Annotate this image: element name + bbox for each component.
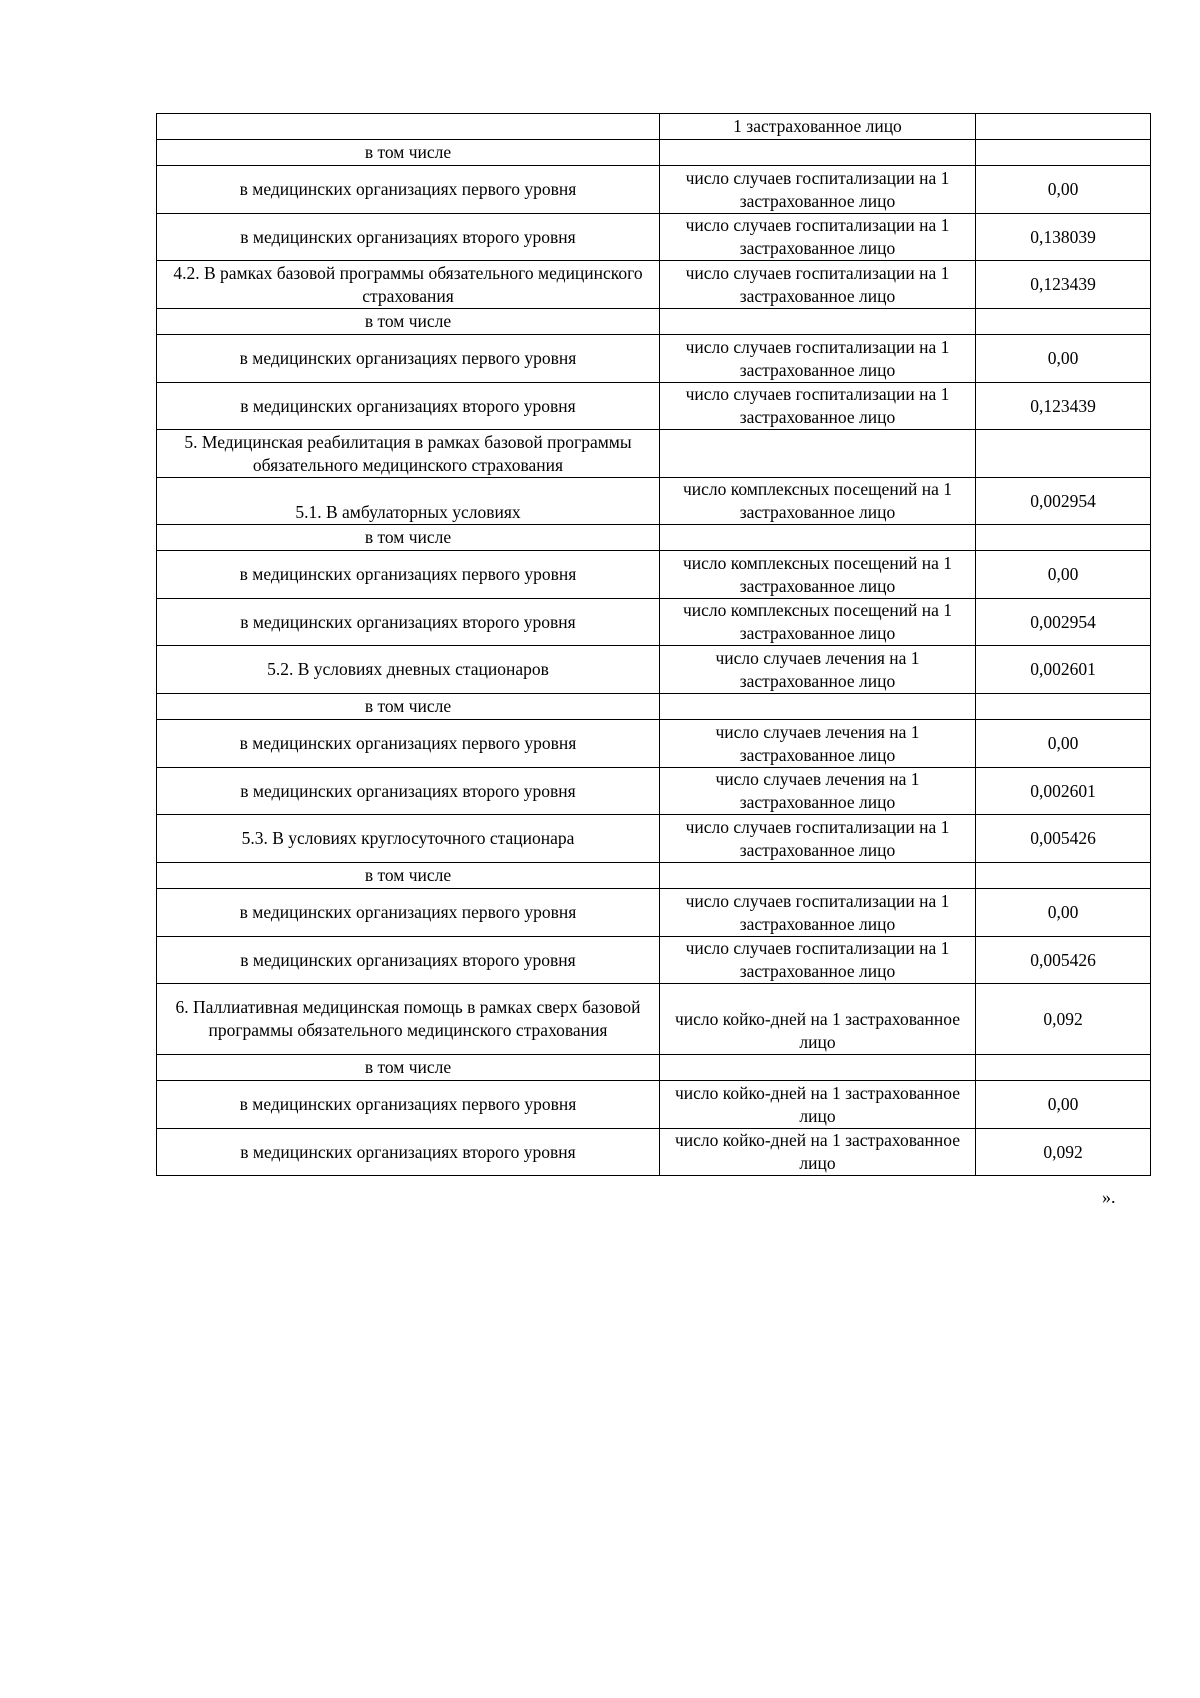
row-value-cell <box>976 140 1151 166</box>
row-name-cell: 6. Паллиативная медицинская помощь в рамках сверх базовой программы обязательного медицинского страхования <box>157 984 660 1055</box>
row-unit-cell <box>660 309 976 335</box>
row-unit-cell: 1 застрахованное лицо <box>660 114 976 140</box>
row-value-cell: 0,092 <box>976 984 1151 1055</box>
row-name-cell: в медицинских организациях первого уровня <box>157 1081 660 1129</box>
row-unit-cell <box>660 140 976 166</box>
table-row <box>157 984 1151 1055</box>
table-row <box>157 1129 1151 1176</box>
row-value-cell: 0,138039 <box>976 214 1151 261</box>
indicators-table-body <box>157 114 1151 1176</box>
row-name-cell: в медицинских организациях первого уровня <box>157 889 660 937</box>
row-value-cell <box>976 1055 1151 1081</box>
row-name-cell: 5. Медицинская реабилитация в рамках базовой программы обязательного медицинского страхования <box>157 430 660 478</box>
table-row <box>157 863 1151 889</box>
row-name-cell: в медицинских организациях второго уровня <box>157 214 660 261</box>
row-name-cell: в медицинских организациях второго уровня <box>157 599 660 646</box>
table-row <box>157 1055 1151 1081</box>
row-name-cell: в медицинских организациях второго уровня <box>157 1129 660 1176</box>
row-unit-cell: число случаев лечения на 1 застрахованное лицо <box>660 768 976 815</box>
row-value-cell: 0,00 <box>976 889 1151 937</box>
row-unit-cell: число случаев госпитализации на 1 застрахованное лицо <box>660 383 976 430</box>
row-value-cell: 0,123439 <box>976 383 1151 430</box>
row-unit-cell: число случаев госпитализации на 1 застрахованное лицо <box>660 335 976 383</box>
row-unit-cell: число комплексных посещений на 1 застрахованное лицо <box>660 599 976 646</box>
row-unit-cell: число комплексных посещений на 1 застрахованное лицо <box>660 551 976 599</box>
table-row <box>157 768 1151 815</box>
row-value-cell: 0,002954 <box>976 478 1151 525</box>
row-unit-cell: число комплексных посещений на 1 застрахованное лицо <box>660 478 976 525</box>
table-row <box>157 140 1151 166</box>
row-unit-cell: число койко-дней на 1 застрахованное лицо <box>660 1081 976 1129</box>
row-value-cell <box>976 694 1151 720</box>
row-name-cell: 5.1. В амбулаторных условиях <box>157 478 660 525</box>
row-unit-cell <box>660 525 976 551</box>
row-name-cell: 4.2. В рамках базовой программы обязательного медицинского страхования <box>157 261 660 309</box>
row-name-cell: в медицинских организациях первого уровня <box>157 720 660 768</box>
row-value-cell: 0,002601 <box>976 646 1151 694</box>
table-row <box>157 114 1151 140</box>
indicators-table <box>156 113 1151 1176</box>
table-row <box>157 335 1151 383</box>
row-unit-cell: число койко-дней на 1 застрахованное лицо <box>660 1129 976 1176</box>
row-name-cell: 5.2. В условиях дневных стационаров <box>157 646 660 694</box>
row-value-cell: 0,00 <box>976 335 1151 383</box>
row-name-cell: в медицинских организациях первого уровня <box>157 551 660 599</box>
table-row <box>157 720 1151 768</box>
row-value-cell <box>976 430 1151 478</box>
table-row <box>157 261 1151 309</box>
table-row <box>157 309 1151 335</box>
row-value-cell: 0,00 <box>976 551 1151 599</box>
row-unit-cell: число койко-дней на 1 застрахованное лицо <box>660 984 976 1055</box>
row-name-cell: в медицинских организациях второго уровня <box>157 383 660 430</box>
row-value-cell <box>976 114 1151 140</box>
row-unit-cell: число случаев госпитализации на 1 застрахованное лицо <box>660 214 976 261</box>
row-unit-cell: число случаев госпитализации на 1 застрахованное лицо <box>660 937 976 984</box>
row-unit-cell: число случаев госпитализации на 1 застрахованное лицо <box>660 261 976 309</box>
row-name-cell: в медицинских организациях первого уровня <box>157 335 660 383</box>
table-row <box>157 694 1151 720</box>
row-unit-cell: число случаев лечения на 1 застрахованное лицо <box>660 646 976 694</box>
row-value-cell <box>976 863 1151 889</box>
table-row <box>157 1081 1151 1129</box>
row-value-cell: 0,002601 <box>976 768 1151 815</box>
table-row <box>157 551 1151 599</box>
row-unit-cell <box>660 694 976 720</box>
row-name-cell: в том числе <box>157 694 660 720</box>
row-name-cell: в том числе <box>157 525 660 551</box>
row-name-cell: в том числе <box>157 309 660 335</box>
row-name-cell: в том числе <box>157 140 660 166</box>
closing-quote-mark: ». <box>1102 1187 1116 1207</box>
row-name-cell: в медицинских организациях первого уровня <box>157 166 660 214</box>
table-row <box>157 478 1151 525</box>
row-name-cell: в медицинских организациях второго уровня <box>157 937 660 984</box>
table-row <box>157 937 1151 984</box>
row-name-cell: в том числе <box>157 1055 660 1081</box>
table-row <box>157 214 1151 261</box>
row-value-cell <box>976 525 1151 551</box>
row-unit-cell <box>660 430 976 478</box>
row-value-cell: 0,005426 <box>976 815 1151 863</box>
table-row <box>157 525 1151 551</box>
row-unit-cell: число случаев лечения на 1 застрахованное лицо <box>660 720 976 768</box>
row-unit-cell: число случаев госпитализации на 1 застрахованное лицо <box>660 815 976 863</box>
row-name-cell: в том числе <box>157 863 660 889</box>
table-row <box>157 383 1151 430</box>
row-value-cell: 0,00 <box>976 1081 1151 1129</box>
table-row <box>157 646 1151 694</box>
row-name-cell: 5.3. В условиях круглосуточного стационара <box>157 815 660 863</box>
row-value-cell: 0,002954 <box>976 599 1151 646</box>
row-value-cell: 0,092 <box>976 1129 1151 1176</box>
row-value-cell: 0,00 <box>976 166 1151 214</box>
indicators-table-wrapper <box>156 113 1150 1176</box>
row-unit-cell <box>660 863 976 889</box>
row-value-cell: 0,00 <box>976 720 1151 768</box>
row-name-cell <box>157 114 660 140</box>
table-row <box>157 166 1151 214</box>
row-name-cell: в медицинских организациях второго уровня <box>157 768 660 815</box>
row-unit-cell: число случаев госпитализации на 1 застрахованное лицо <box>660 166 976 214</box>
row-unit-cell <box>660 1055 976 1081</box>
table-row <box>157 430 1151 478</box>
row-value-cell: 0,005426 <box>976 937 1151 984</box>
row-unit-cell: число случаев госпитализации на 1 застрахованное лицо <box>660 889 976 937</box>
table-row <box>157 889 1151 937</box>
table-row <box>157 599 1151 646</box>
row-value-cell <box>976 309 1151 335</box>
row-value-cell: 0,123439 <box>976 261 1151 309</box>
table-row <box>157 815 1151 863</box>
